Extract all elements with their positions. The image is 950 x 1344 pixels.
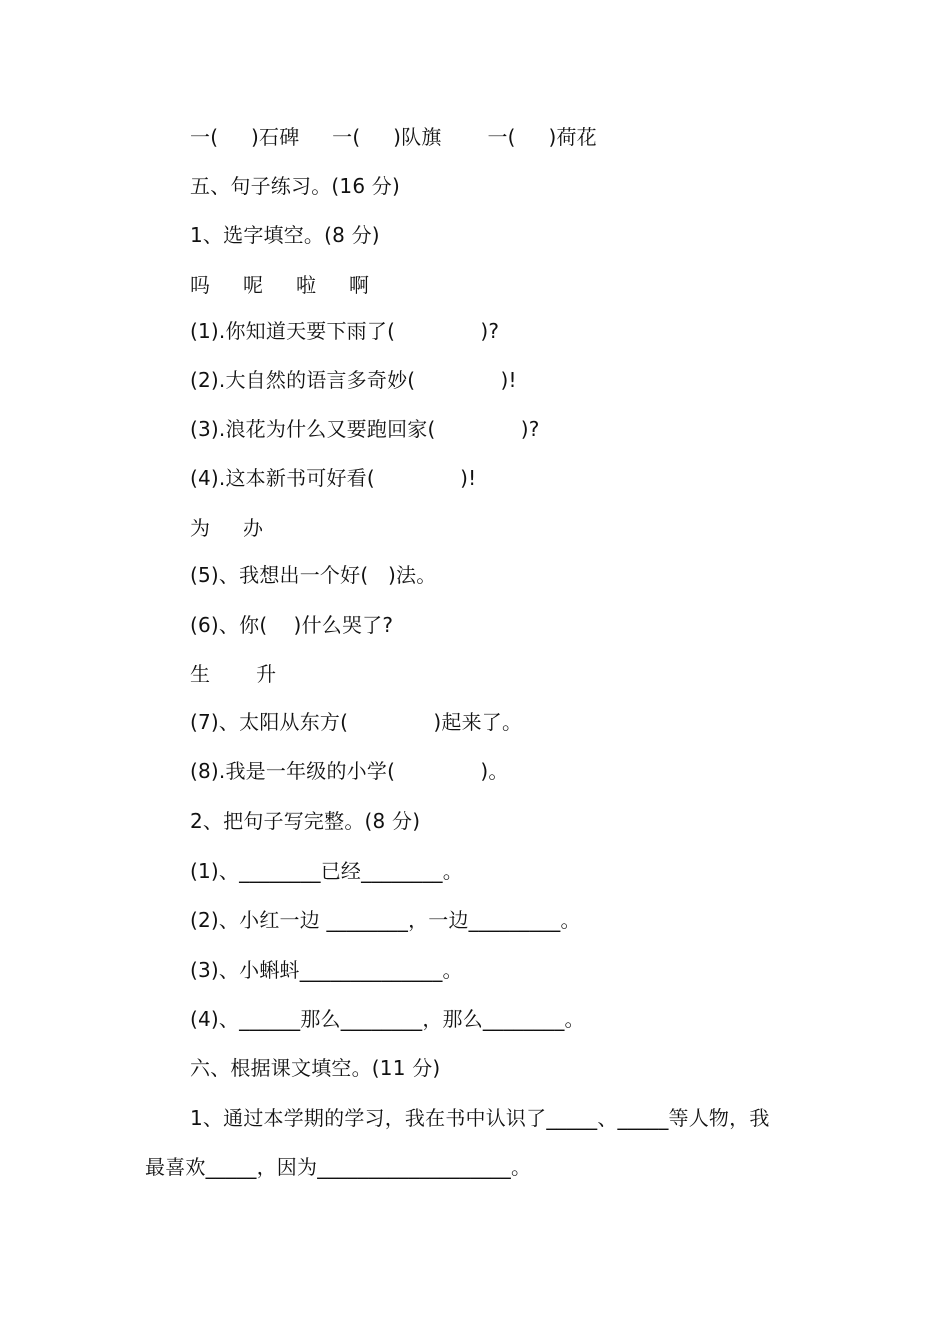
sentence-6: (6)、你( )什么哭了?: [190, 613, 394, 637]
sentence-2: (2).大自然的语言多奇妙( )!: [190, 368, 517, 392]
section-six-heading: 六、根据课文填空。(11 分): [190, 1056, 441, 1080]
question-1-heading: 1、选字填空。(8 分): [190, 223, 380, 247]
sentence-5: (5)、我想出一个好( )法。: [190, 563, 437, 587]
complete-sentence-2: (2)、小红一边 ________，一边_________。: [190, 908, 581, 932]
choice-options-2: 为 办: [190, 516, 264, 540]
paragraph-line-1: 1、通过本学期的学习，我在书中认识了_____、_____等人物，我: [190, 1106, 770, 1130]
complete-sentence-4: (4)、______那么________，那么________。: [190, 1007, 585, 1031]
complete-sentence-1: (1)、________已经________。: [190, 859, 463, 883]
choice-options-3: 生 升: [190, 662, 277, 686]
sentence-4: (4).这本新书可好看( )!: [190, 466, 477, 490]
question-2-heading: 2、把句子写完整。(8 分): [190, 809, 421, 833]
paragraph-line-2: 最喜欢_____，因为___________________。: [145, 1155, 532, 1179]
sentence-1: (1).你知道天要下雨了( )?: [190, 319, 500, 343]
choice-options-1: 吗 呢 啦 啊: [190, 273, 370, 297]
word-fill-row: 一( )石碑 一( )队旗 一( )荷花: [190, 125, 597, 149]
sentence-8: (8).我是一年级的小学( )。: [190, 759, 509, 783]
sentence-3: (3).浪花为什么又要跑回家( )?: [190, 417, 540, 441]
complete-sentence-3: (3)、小蝌蚪______________。: [190, 958, 463, 982]
section-five-heading: 五、句子练习。(16 分): [190, 174, 401, 198]
sentence-7: (7)、太阳从东方( )起来了。: [190, 710, 523, 734]
